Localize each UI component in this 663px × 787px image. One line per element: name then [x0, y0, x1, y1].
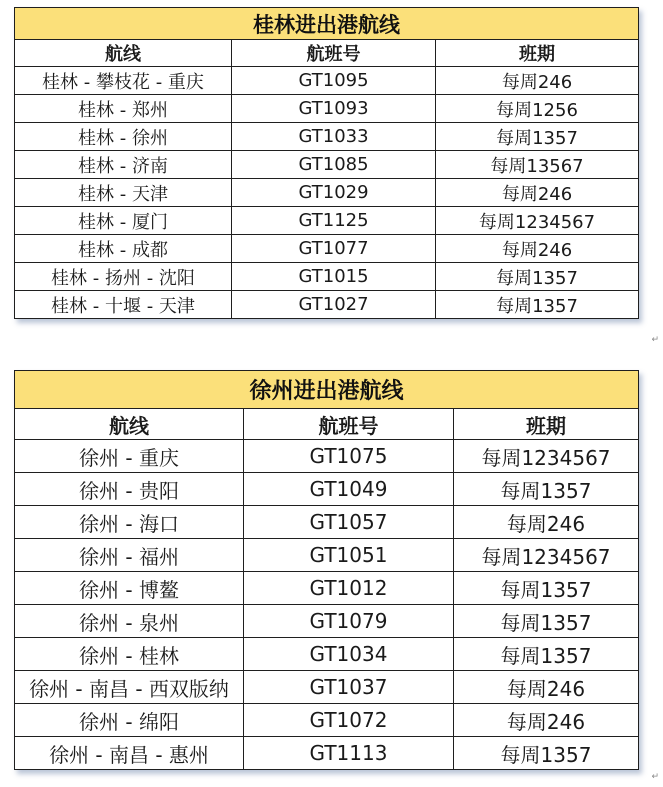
flight-no-cell: GT1095 — [232, 67, 436, 95]
flight-no-cell: GT1029 — [232, 179, 436, 207]
route-cell: 桂林 - 厦门 — [15, 207, 232, 235]
schedule-cell: 每周1357 — [454, 638, 639, 671]
schedule-cell: 每周246 — [454, 704, 639, 737]
flight-no-cell: GT1051 — [244, 539, 454, 572]
flight-no-cell: GT1037 — [244, 671, 454, 704]
schedule-cell: 每周1357 — [454, 737, 639, 770]
flight-no-cell: GT1125 — [232, 207, 436, 235]
table-row — [15, 572, 639, 605]
table-title: 桂林进出港航线 — [15, 8, 639, 40]
flight-no-cell: GT1077 — [232, 235, 436, 263]
flight-no-cell: GT1034 — [244, 638, 454, 671]
schedule-cell: 每周246 — [436, 179, 639, 207]
table-row — [15, 263, 639, 291]
route-cell: 桂林 - 天津 — [15, 179, 232, 207]
table-row — [15, 95, 639, 123]
flight-no-cell: GT1015 — [232, 263, 436, 291]
schedule-cell: 每周1357 — [454, 473, 639, 506]
table-row — [15, 67, 639, 95]
schedule-cell: 每周1357 — [436, 123, 639, 151]
flight-no-cell: GT1079 — [244, 605, 454, 638]
route-cell: 桂林 - 郑州 — [15, 95, 232, 123]
route-cell: 徐州 - 桂林 — [15, 638, 244, 671]
route-cell: 徐州 - 重庆 — [15, 440, 244, 473]
schedule-cell: 每周1357 — [436, 291, 639, 319]
route-cell: 桂林 - 扬州 - 沈阳 — [15, 263, 232, 291]
schedule-cell: 每周1357 — [454, 605, 639, 638]
flight-no-cell: GT1027 — [232, 291, 436, 319]
table-row — [15, 235, 639, 263]
table-body — [15, 440, 639, 770]
paragraph-mark: ↵ — [651, 772, 659, 782]
table-row — [15, 123, 639, 151]
route-cell: 徐州 - 绵阳 — [15, 704, 244, 737]
schedule-cell: 每周246 — [436, 67, 639, 95]
table-row — [15, 440, 639, 473]
schedule-cell: 每周1357 — [454, 572, 639, 605]
flight-no-cell: GT1057 — [244, 506, 454, 539]
table-row — [15, 473, 639, 506]
table-row — [15, 671, 639, 704]
header-row — [15, 40, 639, 67]
table-row — [15, 179, 639, 207]
header-route: 航线 — [15, 409, 244, 440]
schedule-cell: 每周246 — [454, 671, 639, 704]
route-cell: 徐州 - 南昌 - 惠州 — [15, 737, 244, 770]
flight-no-cell: GT1085 — [232, 151, 436, 179]
schedule-cell: 每周13567 — [436, 151, 639, 179]
route-cell: 桂林 - 成都 — [15, 235, 232, 263]
xuzhou-routes-table — [14, 370, 639, 770]
schedule-cell: 每周1256 — [436, 95, 639, 123]
flight-no-cell: GT1075 — [244, 440, 454, 473]
schedule-cell: 每周246 — [454, 506, 639, 539]
schedule-cell: 每周1357 — [436, 263, 639, 291]
table-row — [15, 207, 639, 235]
table-row — [15, 737, 639, 770]
header-flight-no: 航班号 — [244, 409, 454, 440]
flight-no-cell: GT1113 — [244, 737, 454, 770]
flight-no-cell: GT1072 — [244, 704, 454, 737]
table-title: 徐州进出港航线 — [15, 371, 639, 409]
route-cell: 桂林 - 济南 — [15, 151, 232, 179]
schedule-cell: 每周1234567 — [454, 440, 639, 473]
table-row — [15, 605, 639, 638]
header-schedule: 班期 — [436, 40, 639, 67]
table-row — [15, 539, 639, 572]
schedule-cell: 每周1234567 — [436, 207, 639, 235]
table-body — [15, 67, 639, 319]
table-row — [15, 291, 639, 319]
header-flight-no: 航班号 — [232, 40, 436, 67]
route-cell: 桂林 - 十堰 - 天津 — [15, 291, 232, 319]
table-row — [15, 506, 639, 539]
header-route: 航线 — [15, 40, 232, 67]
route-cell: 徐州 - 海口 — [15, 506, 244, 539]
guilin-routes-table — [14, 7, 639, 319]
route-cell: 桂林 - 攀枝花 - 重庆 — [15, 67, 232, 95]
header-row — [15, 409, 639, 440]
table-row — [15, 638, 639, 671]
route-cell: 徐州 - 博鳌 — [15, 572, 244, 605]
header-schedule: 班期 — [454, 409, 639, 440]
table-row — [15, 704, 639, 737]
flight-no-cell: GT1093 — [232, 95, 436, 123]
table-row — [15, 151, 639, 179]
route-cell: 徐州 - 贵阳 — [15, 473, 244, 506]
schedule-cell: 每周1234567 — [454, 539, 639, 572]
flight-no-cell: GT1033 — [232, 123, 436, 151]
route-cell: 徐州 - 福州 — [15, 539, 244, 572]
flight-no-cell: GT1049 — [244, 473, 454, 506]
route-cell: 桂林 - 徐州 — [15, 123, 232, 151]
schedule-cell: 每周246 — [436, 235, 639, 263]
paragraph-mark: ↵ — [651, 335, 659, 345]
flight-no-cell: GT1012 — [244, 572, 454, 605]
route-cell: 徐州 - 南昌 - 西双版纳 — [15, 671, 244, 704]
route-cell: 徐州 - 泉州 — [15, 605, 244, 638]
